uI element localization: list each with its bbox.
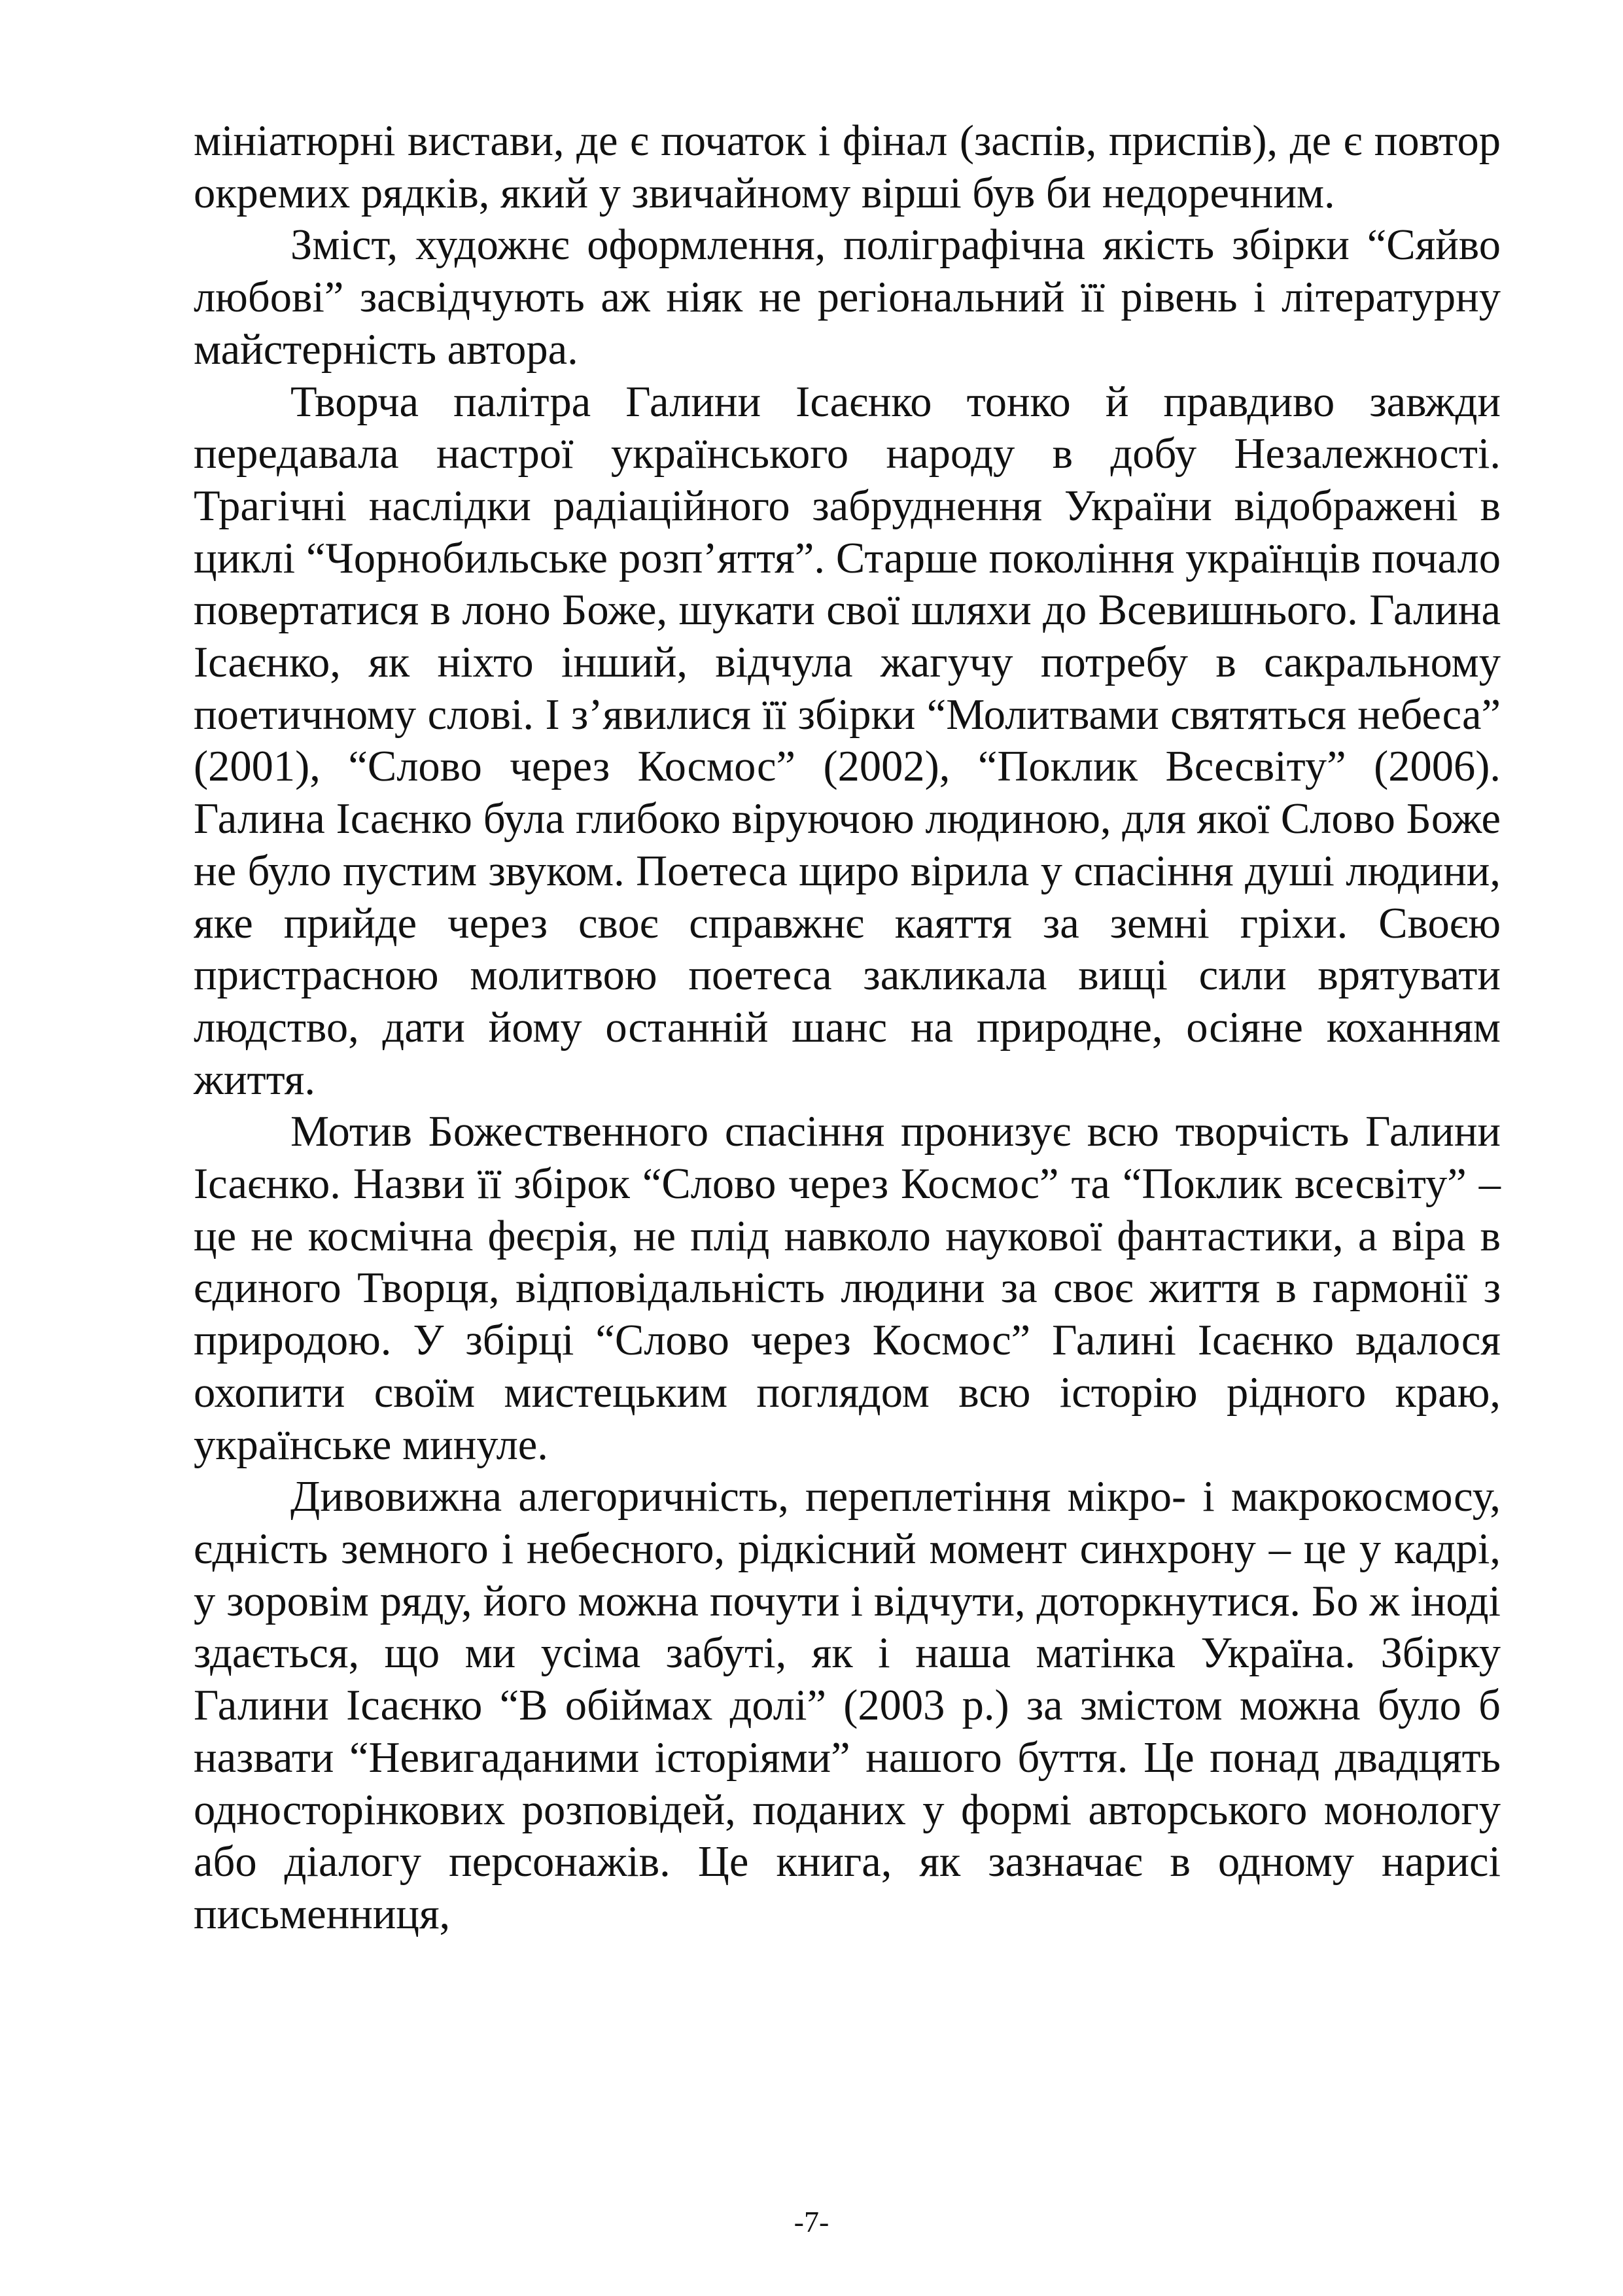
paragraph-divine-salvation: Мотив Божественного спасіння пронизує всю творчість Галини Ісаєнко. Назви її збірок “Слово через Космос” та “Поклик всесвіту” – це не космічна феєрія, не плід навколо наукової фантастики, а віра в єдиного Творця, відповідальність людини за своє життя в гармонії з природою. У збірці “Слово через Космос” Галині Ісаєнко вдалося охопити своїм мистецьким поглядом всю історію рідного краю, українське минуле. bbox=[194, 1108, 1501, 1469]
paragraph-creative-palette: Творча палітра Галини Ісаєнко тонко й правдиво завжди передавала настрої українського народу в добу Незалежності. Трагічні наслідки радіаційного забруднення України відображені в циклі “Чорнобильське розп’яття”. Старше покоління українців почало повертатися в лоно Боже, шукати свої шляхи до Всевишнього. Галина Ісаєнко, як ніхто інший, відчула жагучу потребу в сакральному поетичному слові. І з’явилися її збірки “Молитвами святяться небеса” (2001), “Слово через Космос” (2002), “Поклик Всесвіту” (2006). Галина Ісаєнко була глибоко віруючою людиною, для якої Слово Боже не було пустим звуком. Поетеса щиро вірила у спасіння душі людини, яке прийде через своє справжнє каяття за земні гріхи. Своєю пристрасною молитвою поетеса закликала вищі сили врятувати людство, дати йому останній шанс на природне, осіяне коханням життя. bbox=[194, 378, 1501, 1104]
paragraph-collection-design: Зміст, художнє оформлення, поліграфічна якість збірки “Сяйво любові” засвідчують аж ніяк не регіональний її рівень і літературну майстерність автора. bbox=[194, 221, 1501, 374]
paragraph-allegory: Дивовижна алегоричність, переплетіння мікро- і макрокосмосу, єдність земного і небесного, рідкісний момент синхрону – це у кадрі, у зоровім ряду, його можна почути і відчути, доторкнутися. Бо ж іноді здається, що ми усіма забуті, як і наша матінка Україна. Збірку Галини Ісаєнко “В обіймах долі” (2003 р.) за змістом можна було б назвати “Невигаданими історіями” нашого буття. Це понад двадцять односторінкових розповідей, поданих у формі авторського монологу або діалогу персонажів. Це книга, як зазначає в одному нарисі письменниця, bbox=[194, 1473, 1501, 1938]
body-text bbox=[194, 115, 1501, 1941]
paragraph-continuation: мініатюрні вистави, де є початок і фінал (заспів, приспів), де є повтор окремих рядків, який у звичайному вірші був би недоречним. bbox=[194, 117, 1501, 217]
page-number: -7- bbox=[794, 2205, 829, 2238]
